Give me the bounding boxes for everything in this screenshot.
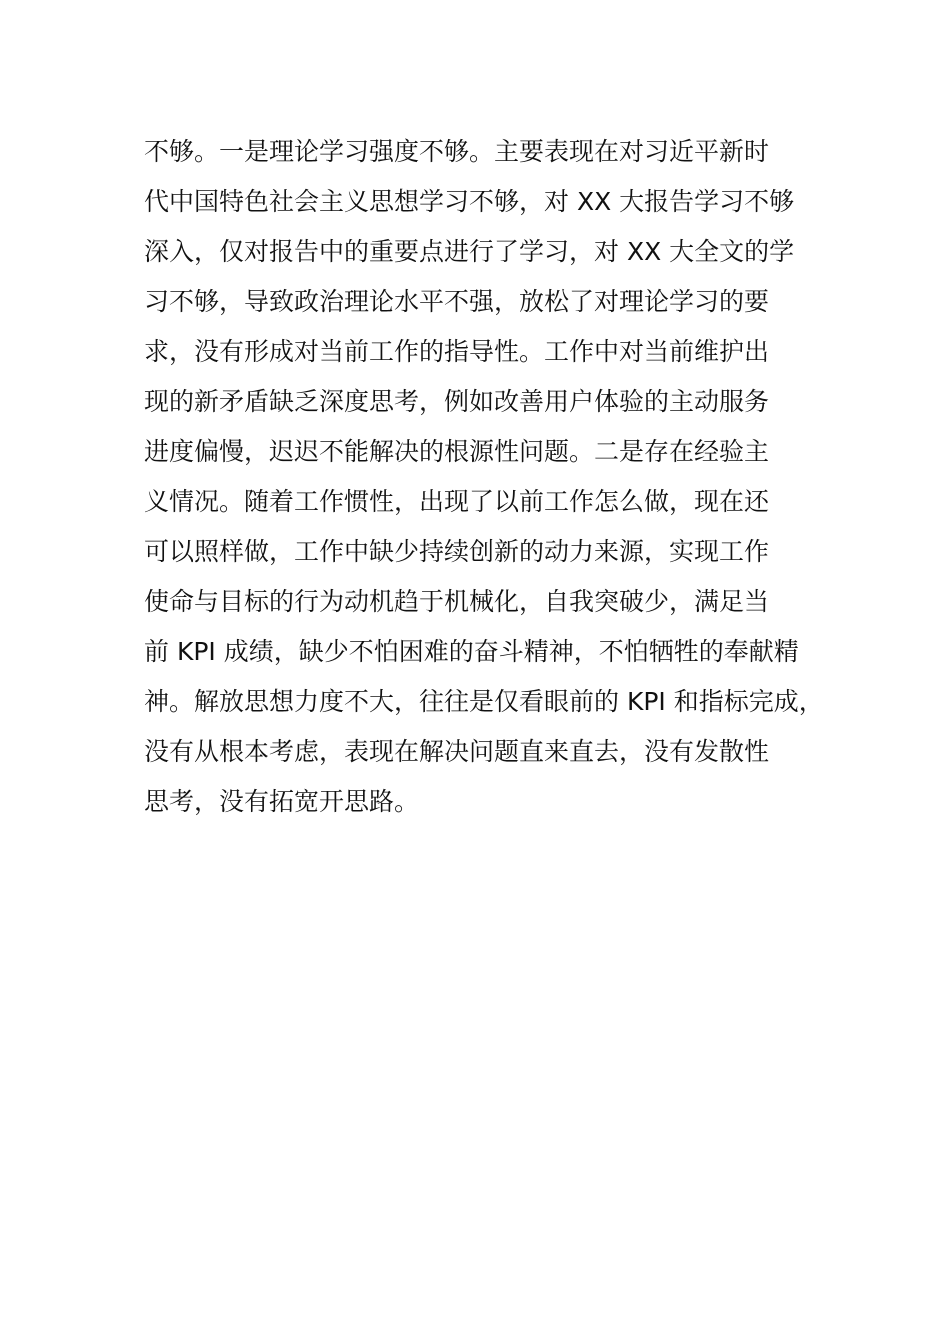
paragraph-line: 求，没有形成对当前工作的指导性。工作中对当前维护出: [144, 337, 770, 366]
paragraph-line: 神。解放思想力度不大，往往是仅看眼前的 KPI 和指标完成，: [144, 687, 824, 716]
paragraph-line: 思考，没有拓宽开思路。: [144, 787, 420, 816]
paragraph-line: 不够。一是理论学习强度不够。主要表现在对习近平新时: [144, 137, 770, 166]
paragraph-line: 现的新矛盾缺乏深度思考，例如改善用户体验的主动服务: [144, 387, 770, 416]
paragraph-line: 可以照样做，工作中缺少持续创新的动力来源，实现工作: [144, 537, 770, 566]
paragraph-line: 没有从根本考虑，表现在解决问题直来直去，没有发散性: [144, 737, 770, 766]
paragraph-line: 义情况。随着工作惯性，出现了以前工作怎么做，现在还: [144, 487, 770, 516]
paragraph-line: 深入，仅对报告中的重要点进行了学习，对 XX 大全文的学: [144, 237, 795, 266]
paragraph-line: 进度偏慢，迟迟不能解决的根源性问题。二是存在经验主: [144, 437, 770, 466]
paragraph-line: 前 KPI 成绩，缺少不怕困难的奋斗精神，不怕牺牲的奉献精: [144, 637, 799, 666]
paragraph-line: 使命与目标的行为动机趋于机械化，自我突破少，满足当: [144, 587, 770, 616]
paragraph-line: 习不够，导致政治理论水平不强，放松了对理论学习的要: [144, 287, 770, 316]
paragraph-line: 代中国特色社会主义思想学习不够，对 XX 大报告学习不够: [144, 187, 795, 216]
body-paragraph: [144, 127, 844, 827]
